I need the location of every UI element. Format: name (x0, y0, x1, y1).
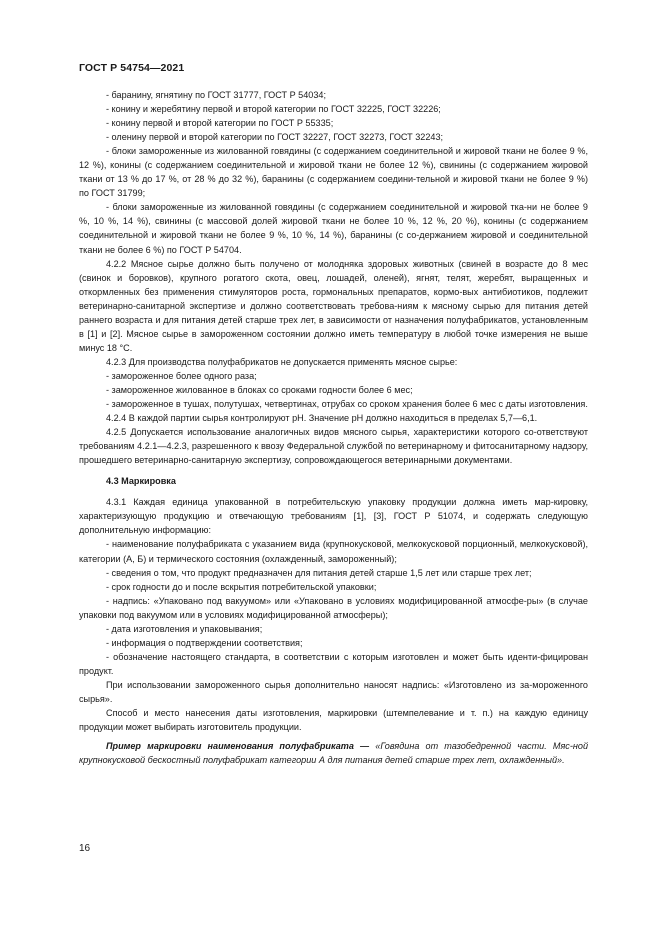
paragraph: - замороженное более одного раза; (106, 370, 257, 381)
paragraph: - надпись: «Упаковано под вакуумом» или «Упаковано в условиях модифицированной атмосфе-ры» (в случае упаковки под вакуумом или в условиях модифицированной атмосферы); (79, 595, 588, 620)
paragraph: - информация о подтверждении соответствия; (106, 637, 303, 648)
paragraph: - конину и жеребятину первой и второй категории по ГОСТ 32225, ГОСТ 32226; (106, 104, 441, 115)
paragraph: 4.2.4 В каждой партии сырья контролируют pH. Значение pH должно находиться в пределах 5,7—6,1. (106, 413, 538, 424)
page-number: 16 (79, 843, 91, 854)
paragraph: 4.2.5 Допускается использование аналогичных видов мясного сырья, характеристики которого со-ответствуют требованиям 4.2.1—4.2.3, разрешенного к ввозу Федеральной службой по ветеринарному и фитосанитарному надзору, прошедшего ветеринарно-санитарную экспертизу, сопровождающегося ветеринарными документами. (79, 427, 588, 466)
paragraph: При использовании замороженного сырья дополнительно наносят надпись: «Изготовлено из за-мороженного сырья». (79, 679, 588, 704)
document-body (79, 88, 588, 767)
section-heading: 4.3 Маркировка (106, 476, 176, 487)
document-header: ГОСТ Р 54754—2021 (79, 62, 185, 74)
paragraph: - обозначение настоящего стандарта, в соответствии с которым изготовлен и может быть иденти-фицирован продукт. (79, 651, 588, 676)
paragraph: - оленину первой и второй категории по ГОСТ 32227, ГОСТ 32273, ГОСТ 32243; (106, 132, 444, 143)
paragraph: - срок годности до и после вскрытия потребительской упаковки; (106, 581, 377, 592)
marking-example (79, 739, 588, 767)
paragraph: Способ и место нанесения даты изготовления, маркировки (штемпелевание и т. п.) на каждую единицу продукции может выбирать изготовитель продукции. (79, 708, 588, 733)
paragraph: 4.3.1 Каждая единица упакованной в потребительскую упаковку продукции должна иметь мар-кировку, характеризующую продукцию и отвечающую требованиям [1], [3], ГОСТ Р 51074, и содержать следующую дополнительную информацию: (79, 497, 588, 536)
paragraph: - дата изготовления и упаковывания; (106, 623, 263, 634)
paragraph: - замороженное в тушах, полутушах, четвертинах, отрубах со сроком хранения более 6 мес с даты изготовления. (106, 399, 588, 410)
paragraph: - блоки замороженные из жилованной говядины (с содержанием соединительной и жировой ткани не более 9 %, 12 %), конины (с содержанием соединительной и жировой ткани не более 12 %), свинины (с содержанием жировой ткани от 13 % до 17 %, от 28 % до 32 %), баранины (с содержанием соедини-тельной и жировой ткани не более 9 %) по ГОСТ 31799; (79, 146, 588, 199)
paragraph: - сведения о том, что продукт предназначен для питания детей старше 1,5 лет или старше трех лет; (106, 567, 532, 578)
example-label: Пример маркировки наименования полуфабриката — (106, 741, 370, 752)
paragraph: - блоки замороженные из жилованной говядины (с содержанием соединительной и жировой тка-ни не более 9 %, 10 %, 14 %), свинины (с массовой долей жировой ткани не более 10 %, 12 %, 20 %), конины (с содержанием соединительной и жировой ткани не более 9 %, 10 %, 14 %), баранины (с со-держанием жировой и соединительной ткани не более 6 %) по ГОСТ Р 54704. (79, 202, 588, 255)
paragraph: - конину первой и второй категории по ГОСТ Р 55335; (106, 118, 334, 129)
paragraph: - замороженное жилованное в блоках со сроками годности более 6 мес; (106, 384, 413, 395)
paragraph: - баранину, ягнятину по ГОСТ 31777, ГОСТ Р 54034; (106, 90, 326, 100)
example-text: «Говядина от тазобедренной части. Мяс-ной крупнокусковой бескостный полуфабрикат категории А для питания детей старше трех лет, охлажденный». (79, 741, 588, 766)
paragraph: 4.2.2 Мясное сырье должно быть получено от молодняка здоровых животных (свиней в возрасте до 8 мес (свинок и боровков), крупного рогатого скота, овец, лошадей, оленей), ягнят, телят, жеребят, выращенных и откормленных без применения стимуляторов роста, гормональных препаратов, кормо-вых антибиотиков, подлежит ветеринарно-санитарной экспертизе и должно соответствовать требова-ниям к мясному сырью для питания детей раннего возраста и для питания детей старше трех лет, в зависимости от назначения полуфабрикатов, установленным в [1] и [2]. Мясное сырье в замороженном состоянии должно иметь температуру в любой точке измерения не выше минус 18 °С. (79, 258, 588, 353)
paragraph: 4.2.3 Для производства полуфабрикатов не допускается применять мясное сырье: (106, 356, 458, 367)
paragraph: - наименование полуфабриката с указанием вида (крупнокусковой, мелкокусковой порционный, мелкокусковой), категории (А, Б) и термического состояния (охлажденный, замороженный); (79, 539, 588, 564)
